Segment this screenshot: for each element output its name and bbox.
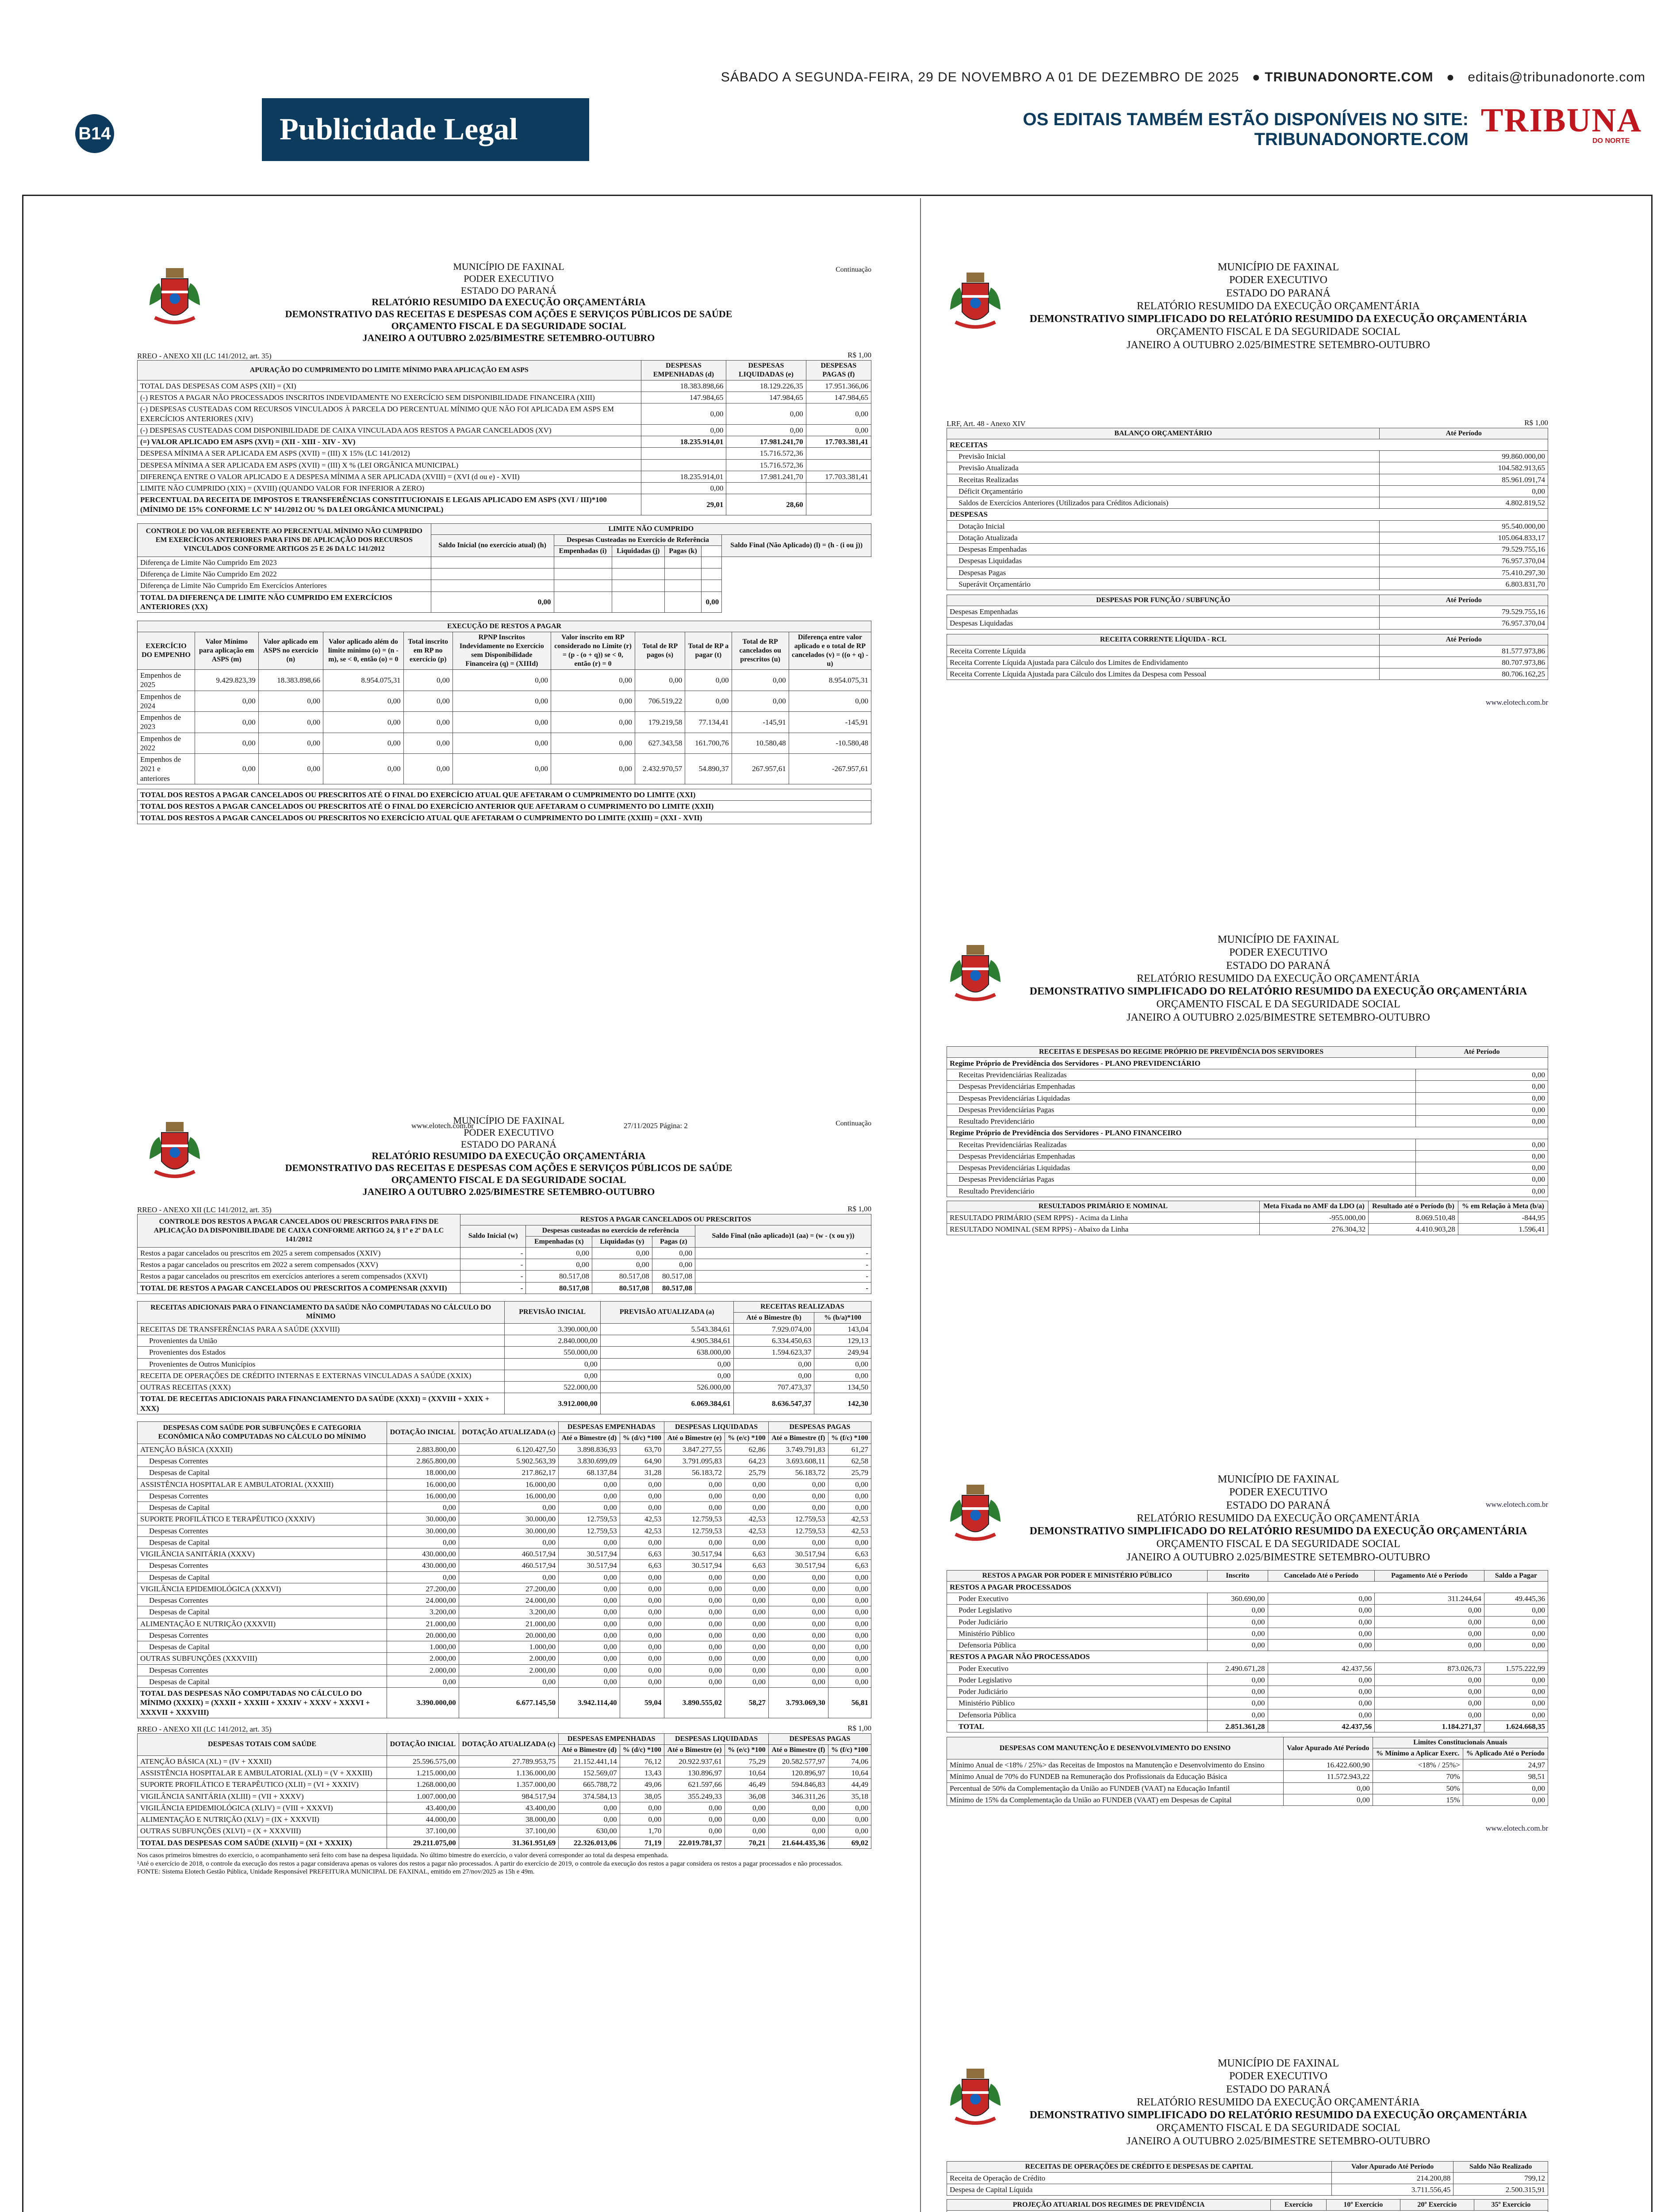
table-row: Despesas Correntes 2.000,00 2.000,00 0,00 0,00 0,00 0,00 0,00 0,00 bbox=[138, 1664, 871, 1676]
table-row: Percentual de 50% da Complementação da União ao FUNDEB (VAAT) na Educação Infantil 0,00 50% 0,00 bbox=[947, 1782, 1548, 1794]
rpps-table: RECEITAS E DESPESAS DO REGIME PRÓPRIO DE PREVIDÊNCIA DOS SERVIDORES Até Período Regime Próprio de Previdência dos Servidores - PLANO PREVIDENCIÁRIO Receitas Previdenciárias Realizadas 0,00 Despesas Previdenciárias Empenhadas 0,00 Despesas Previdenciárias Liquidadas 0,00 Despesas Previdenciárias Pagas 0,00 Resultado Previdenciário 0,00 Regime Próprio de Previdência dos Servidores - PLANO FINANCEIRO Receitas Previdenciárias Realizadas 0,00 Despesas Previdenciárias Empenhadas 0,00 Despesas Previdenciárias Liquidadas 0,00 Despesas Previdenciárias Pagas 0,00 Resultado Previdenciário 0,00 bbox=[947, 1046, 1548, 1197]
table-row: Empenhos de 2023 0,00 0,00 0,00 0,00 0,00 0,00 179.219,58 77.134,41 -145,91 -145,91 bbox=[138, 712, 871, 733]
table-row: DIFERENÇA ENTRE O VALOR APLICADO E A DESPESA MÍNIMA A SER APLICADA (XVIII) = (XVI (d ou e) - XVII) 18.235.914,01 17.981.241,70 17.703.381,41 bbox=[138, 471, 871, 482]
table-row: Despesas Correntes 2.865.800,00 5.902.563,39 3.830.699,09 64,90 3.791.095,83 64,23 3.693.608,11 62,58 bbox=[138, 1455, 871, 1467]
table-row: Defensoria Pública 0,00 0,00 0,00 0,00 bbox=[947, 1640, 1548, 1651]
table-row: Despesas Previdenciárias Pagas 0,00 bbox=[947, 1174, 1548, 1185]
table-row: Receitas Realizadas 85.961.091,74 bbox=[947, 474, 1548, 485]
report-header: MUNICÍPIO DE FAXINAL PODER EXECUTIVO ESTADO DO PARANÁ RELATÓRIO RESUMIDO DA EXECUÇÃO ORÇAMENTÁRIA DEMONSTRATIVO SIMPLIFICADO DO RELATÓRIO RESUMIDO DA EXECUÇÃO ORÇAMENTÁRIA ORÇAMENTO FISCAL E DA SEGURIDADE SOCIAL JANEIRO A OUTUBRO 2.025/BIMESTRE SETEMBRO-OUTUBRO bbox=[1029, 1474, 1527, 1563]
rreo-label: RREO - ANEXO XII (LC 141/2012, art. 35) bbox=[137, 351, 272, 360]
table-row: Despesas Previdenciárias Liquidadas 0,00 bbox=[947, 1162, 1548, 1174]
additional-revenue-table: RECEITAS ADICIONAIS PARA O FINANCIAMENTO DA SAÚDE NÃO COMPUTADAS NO CÁLCULO DO MÍNIMO PREVISÃO INICIAL PREVISÃO ATUALIZADA (a) RECEITAS REALIZADAS Até o Bimestre (b) % (b/a)*100 RECEITAS DE TRANSFERÊNCIAS PARA A SAÚDE (XXVIII) 3.390.000,00 5.543.384,61 7.929.074,00 143,04 Provenientes da União 2.840.000,00 4.905.384,61 6.334.450,63 129,13 Provenientes dos Estados 550.000,00 638.000,00 1.594.623,37 249,94 Provenientes de Outros Municípios 0,00 0,00 0,00 0,00 RECEITA DE OPERAÇÕES DE CRÉDITO INTERNAS E EXTERNAS VINCULADAS A SAÚDE (XXIX) 0,00 0,00 0,00 0,00 OUTRAS RECEITAS (XXX) 522.000,00 526.000,00 707.473,37 134,50 TOTAL DE RECEITAS ADICIONAIS PARA FINANCIAMENTO DA SAÚDE (XXXI) = (XXVIII + XXIX + XXX) 3.912.000,00 6.069.384,61 8.636.547,37 142,30 bbox=[137, 1301, 871, 1414]
table-row: Resultado Previdenciário 0,00 bbox=[947, 1116, 1548, 1127]
table-row: Empenhos de 2025 9.429.823,39 18.383.898,66 8.954.075,31 0,00 0,00 0,00 0,00 0,00 0,00 8.954.075,31 bbox=[138, 670, 871, 691]
currency-label: R$ 1,00 bbox=[848, 1204, 871, 1213]
simplified-report-1 bbox=[947, 261, 1548, 707]
table-row: OUTRAS SUBFUNÇÕES (XLVI) = (X + XXXVIII) 37.100,00 37.100,00 630,00 1,70 0,00 0,00 0,00 0,00 bbox=[138, 1825, 871, 1837]
table-row: SUPORTE PROFILÁTICO E TERAPÊUTICO (XXXIV) 30.000,00 30.000,00 12.759,53 42,53 12.759,53 42,53 12.759,53 42,53 bbox=[138, 1513, 871, 1525]
table-row: Saldos de Exercícios Anteriores (Utilizados para Créditos Adicionais) 4.802.819,52 bbox=[947, 497, 1548, 509]
site-link[interactable]: ● TRIBUNADONORTE.COM bbox=[1252, 70, 1434, 84]
saude-report-page-2 bbox=[137, 1115, 871, 1876]
table-row: ALIMENTAÇÃO E NUTRIÇÃO (XLV) = (IX + XXXVII) 44.000,00 38.000,00 0,00 0,00 0,00 0,00 0,00 0,00 bbox=[138, 1814, 871, 1825]
municipal-crest-icon bbox=[146, 265, 203, 332]
table-row: Provenientes de Outros Municípios 0,00 0,00 0,00 0,00 bbox=[138, 1358, 871, 1370]
municipal-crest-icon bbox=[146, 1119, 203, 1186]
total-health-expenses-table: DESPESAS TOTAIS COM SAÚDE DOTAÇÃO INICIAL DOTAÇÃO ATUALIZADA (c) DESPESAS EMPENHADAS DESPESAS LIQUIDADAS DESPESAS PAGAS Até o Bimestre (d) % (d/c) *100 Até o Bimestre (e) % (e/c) *100 Até o Bimestre (f) % (f/c) *100 ATENÇÃO BÁSICA (XL) = (IV + XXXII) 25.596.575,00 27.789.953,75 21.152.441,14 76,12 20.922.937,61 75,29 20.582.577,97 74,06 ASSISTÊNCIA HOSPITALAR E AMBULATORIAL (XLI) = (V + XXXIII) 1.215.000,00 1.136.000,00 152.569,07 13,43 130.896,97 10,64 120.896,97 10,64 SUPORTE PROFILÁTICO E TERAPÊUTICO (XLII) = (VI + XXXIV) 1.268.000,00 1.357.000,00 665.788,72 49,06 621.597,66 46,49 594.846,83 44,49 VIGILÂNCIA SANITÁRIA (XLIII) = (VII + XXXV) 1.007.000,00 984.517,94 374.584,13 38,05 355.249,33 36,08 346.311,26 35,18 VIGILÂNCIA EPIDEMIOLÓGICA (XLIV) = (VIII + XXXVI) 43.400,00 43.400,00 0,00 0,00 0,00 0,00 0,00 0,00 ALIMENTAÇÃO E NUTRIÇÃO (XLV) = (IX + XXXVII) 44.000,00 38.000,00 0,00 0,00 0,00 0,00 0,00 0,00 OUTRAS SUBFUNÇÕES (XLVI) = (X + XXXVIII) 37.100,00 37.100,00 630,00 1,70 0,00 0,00 0,00 0,00 TOTAL DAS DESPESAS COM SAÚDE (XLVII) = (XI + XXXIX) 29.211.075,00 31.361.951,69 22.326.013,06 71,19 22.019.781,37 70,21 21.644.435,36 69,02 bbox=[137, 1733, 871, 1849]
table-row: Despesas Correntes 24.000,00 24.000,00 0,00 0,00 0,00 0,00 0,00 0,00 bbox=[138, 1595, 871, 1606]
table-row: Despesas Previdenciárias Empenhadas 0,00 bbox=[947, 1081, 1548, 1092]
site-link[interactable]: www.elotech.com.br bbox=[1486, 1824, 1548, 1833]
currency-label: R$ 1,00 bbox=[848, 1724, 871, 1732]
table-row: RESULTADO PRIMÁRIO (SEM RPPS) - Acima da Linha -955.000,00 8.069.510,48 -844,95 bbox=[947, 1212, 1548, 1223]
table-row: Poder Judiciário 0,00 0,00 0,00 0,00 bbox=[947, 1686, 1548, 1697]
table-row: PERCENTUAL DA RECEITA DE IMPOSTOS E TRANSFERÊNCIAS CONSTITUCIONAIS E LEGAIS APLICADO EM ASPS (XVI / III)*100 (MÍNIMO DE 15% CONFORME LC Nº 141/2012 OU % DA LEI ORGÂNICA MUNICIPAL) 29,01 28,60 bbox=[138, 494, 871, 515]
table-row: VIGILÂNCIA EPIDEMIOLÓGICA (XLIV) = (VIII + XXXVI) 43.400,00 43.400,00 0,00 0,00 0,00 0,00 0,00 0,00 bbox=[138, 1802, 871, 1813]
table-row: Despesas Empenhadas 79.529.755,16 bbox=[947, 606, 1548, 618]
report-notes: Nos casos primeiros bimestres do exercício, o acompanhamento será feito com base na despesa liquidada. No último bimestre do exercício, o valor deverá corresponder ao total da despesa empenhada. ¹Até o exercício de 2018, o controle da execução dos restos a pagar considerava apenas os valores dos restos a pagar não processados. A partir do exercício de 2019, o controle da execução dos restos a pagar considera os restos a pagar processados e não processados. FONTE: Sistema Elotech Gestão Pública, Unidade Responsável PREFEITURA MUNICIPAL DE FAXINAL, emitido em 27/nov/2025 as 15h e 49m. bbox=[137, 1851, 843, 1876]
table-row: Despesas Liquidadas 76.957.370,04 bbox=[947, 618, 1548, 629]
table-row: OUTRAS SUBFUNÇÕES (XXXVIII) 2.000,00 2.000,00 0,00 0,00 0,00 0,00 0,00 0,00 bbox=[138, 1653, 871, 1664]
table-row: Mínimo Anual de 70% do FUNDEB na Remuneração dos Profissionais da Educação Básica 11.572.943,22 70% 98,51 bbox=[947, 1771, 1548, 1782]
site-link[interactable]: www.elotech.com.br bbox=[1486, 1500, 1548, 1509]
table-row: Empenhos de 2024 0,00 0,00 0,00 0,00 0,00 0,00 706.519,22 0,00 0,00 0,00 bbox=[138, 691, 871, 712]
site-link[interactable]: www.elotech.com.br bbox=[1486, 698, 1548, 707]
lrf-label: LRF, Art. 48 - Anexo XIV bbox=[947, 419, 1026, 428]
expenses-by-function-table: DESPESAS POR FUNÇÃO / SUBFUNÇÃO Até Período Despesas Empenhadas 79.529.755,16 Despesas Liquidadas 76.957.370,04 bbox=[947, 595, 1548, 630]
header-date-line bbox=[708, 70, 1645, 85]
table-row: (-) DESPESAS CUSTEADAS COM RECURSOS VINCULADOS À PARCELA DO PERCENTUAL MÍNIMO QUE NÃO FOI APLICADA EM ASPS EM EXERCÍCIOS ANTERIORES (XIV) 0,00 0,00 0,00 bbox=[138, 403, 871, 425]
non-computed-health-expenses-table: DESPESAS COM SAÚDE POR SUBFUNÇÕES E CATEGORIA ECONÔMICA NÃO COMPUTADAS NO CÁLCULO DO MÍNIMO DOTAÇÃO INICIAL DOTAÇÃO ATUALIZADA (c) DESPESAS EMPENHADAS DESPESAS LIQUIDADAS DESPESAS PAGAS Até o Bimestre (d) % (d/c) *100 Até o Bimestre (e) % (e/c) *100 Até o Bimestre (f) % (f/c) *100 ATENÇÃO BÁSICA (XXXII) 2.883.800,00 6.120.427,50 3.898.836,93 63,70 3.847.277,55 62,86 3.749.791,83 61,27 Despesas Correntes 2.865.800,00 5.902.563,39 3.830.699,09 64,90 3.791.095,83 64,23 3.693.608,11 62,58 Despesas de Capital 18.000,00 217.862,17 68.137,84 31,28 56.183,72 25,79 56.183,72 25,79 ASSISTÊNCIA HOSPITALAR E AMBULATORIAL (XXXIII) 16.000,00 16.000,00 0,00 0,00 0,00 0,00 0,00 0,00 Despesas Correntes 16.000,00 16.000,00 0,00 0,00 0,00 0,00 0,00 0,00 Despesas de Capital 0,00 0,00 0,00 0,00 0,00 0,00 0,00 0,00 SUPORTE PROFILÁTICO E TERAPÊUTICO (XXXIV) 30.000,00 30.000,00 12.759,53 42,53 12.759,53 42,53 12.759,53 42,53 Despesas Correntes 30.000,00 30.000,00 12.759,53 42,53 12.759,53 42,53 12.759,53 42,53 Despesas de Capital 0,00 0,00 0,00 0,00 0,00 0,00 0,00 0,00 VIGILÂNCIA SANITÁRIA (XXXV) 430.000,00 460.517,94 30.517,94 6,63 30.517,94 6,63 30.517,94 6,63 Despesas Correntes 430.000,00 460.517,94 30.517,94 6,63 30.517,94 6,63 30.517,94 6,63 Despesas de Capital 0,00 0,00 0,00 0,00 0,00 0,00 0,00 0,00 VIGILÂNCIA EPIDEMIOLÓGICA (XXXVI) 27.200,00 27.200,00 0,00 0,00 0,00 0,00 0,00 0,00 Despesas Correntes 24.000,00 24.000,00 0,00 0,00 0,00 0,00 0,00 0,00 Despesas de Capital 3.200,00 3.200,00 0,00 0,00 0,00 0,00 0,00 0,00 ALIMENTAÇÃO E NUTRIÇÃO (XXXVII) 21.000,00 21.000,00 0,00 0,00 0,00 0,00 0,00 0,00 Despesas Correntes 20.000,00 20.000,00 0,00 0,00 0,00 0,00 0,00 0,00 Despesas de Capital 1.000,00 1.000,00 0,00 0,00 0,00 0,00 0,00 0,00 OUTRAS SUBFUNÇÕES (XXXVIII) 2.000,00 2.000,00 0,00 0,00 0,00 0,00 0,00 0,00 Despesas Correntes 2.000,00 2.000,00 0,00 0,00 0,00 0,00 0,00 0,00 Despesas de Capital 0,00 0,00 0,00 0,00 0,00 0,00 0,00 0,00 TOTAL DAS DESPESAS NÃO COMPUTADAS NO CÁLCULO DO MÍNIMO (XXXIX) = (XXXII + XXXIII + XXXIV + XXXV + XXXVI + XXXVII + XXXVIII) 3.390.000,00 6.677.145,50 3.942.114,40 59,04 3.890.555,02 58,27 3.793.069,30 56,81 bbox=[137, 1421, 871, 1718]
table-row: Dotação Inicial 95.540.000,00 bbox=[947, 520, 1548, 532]
newspaper-logo: TRIBUNA bbox=[1480, 102, 1642, 139]
table-row: Receitas Previdenciárias Realizadas 0,00 bbox=[947, 1139, 1548, 1150]
table-row: TOTAL DOS RESTOS A PAGAR CANCELADOS OU PRESCRITOS ATÉ O FINAL DO EXERCÍCIO ANTERIOR QUE AFETARAM O CUMPRIMENTO DO LIMITE (XXII) bbox=[138, 801, 871, 812]
report-header: MUNICÍPIO DE FAXINAL PODER EXECUTIVO ESTADO DO PARANÁ RELATÓRIO RESUMIDO DA EXECUÇÃO ORÇAMENTÁRIA DEMONSTRATIVO DAS RECEITAS E DESPESAS COM AÇÕES E SERVIÇOS PÚBLICOS DE SAÚDE ORÇAMENTO FISCAL E DA SEGURIDADE SOCIAL JANEIRO A OUTUBRO 2.025/BIMESTRE SETEMBRO-OUTUBRO bbox=[285, 261, 732, 343]
table-row: Ministério Público 0,00 0,00 0,00 0,00 bbox=[947, 1628, 1548, 1639]
table-row: ASSISTÊNCIA HOSPITALAR E AMBULATORIAL (XLI) = (V + XXXIII) 1.215.000,00 1.136.000,00 152.569,07 13,43 130.896,97 10,64 120.896,97 10,64 bbox=[138, 1767, 871, 1779]
currency-label: R$ 1,00 bbox=[1524, 418, 1548, 427]
table-row: TOTAL DE RESTOS A PAGAR CANCELADOS OU PRESCRITOS A COMPENSAR (XXVII) - 80.517,08 80.517,08 80.517,08 - bbox=[138, 1282, 871, 1294]
report-header: MUNICÍPIO DE FAXINAL PODER EXECUTIVO ESTADO DO PARANÁ RELATÓRIO RESUMIDO DA EXECUÇÃO ORÇAMENTÁRIA DEMONSTRATIVO SIMPLIFICADO DO RELATÓRIO RESUMIDO DA EXECUÇÃO ORÇAMENTÁRIA ORÇAMENTO FISCAL E DA SEGURIDADE SOCIAL JANEIRO A OUTUBRO 2.025/BIMESTRE SETEMBRO-OUTUBRO bbox=[1029, 2058, 1527, 2147]
table-row: ASSISTÊNCIA HOSPITALAR E AMBULATORIAL (XXXIII) 16.000,00 16.000,00 0,00 0,00 0,00 0,00 0,00 0,00 bbox=[138, 1479, 871, 1490]
table-row: SUPORTE PROFILÁTICO E TERAPÊUTICO (XLII) = (VI + XXXIV) 1.268.000,00 1.357.000,00 665.788,72 49,06 621.597,66 46,49 594.846,83 44,49 bbox=[138, 1779, 871, 1790]
table-row: Receita Corrente Líquida Ajustada para Cálculo dos Limites de Endividamento 80.707.973,86 bbox=[947, 657, 1548, 668]
table-row: Receita Corrente Líquida 81.577.973,86 bbox=[947, 645, 1548, 657]
section-title: Publicidade Legal bbox=[262, 98, 589, 161]
table-row: RECEITAS DE TRANSFERÊNCIAS PARA A SAÚDE (XXVIII) 3.390.000,00 5.543.384,61 7.929.074,00 143,04 bbox=[138, 1323, 871, 1335]
table-row: VIGILÂNCIA EPIDEMIOLÓGICA (XXXVI) 27.200,00 27.200,00 0,00 0,00 0,00 0,00 0,00 0,00 bbox=[138, 1583, 871, 1594]
municipal-crest-icon bbox=[947, 1482, 1004, 1548]
table-row: ATENÇÃO BÁSICA (XXXII) 2.883.800,00 6.120.427,50 3.898.836,93 63,70 3.847.277,55 62,86 3.749.791,83 61,27 bbox=[138, 1444, 871, 1455]
table-row: Diferença de Limite Não Cumprido Em 2023 bbox=[138, 557, 871, 568]
table-row: TOTAL DAS DESPESAS COM ASPS (XII) = (XI) 18.383.898,66 18.129.226,35 17.951.366,06 bbox=[138, 380, 871, 392]
table-row: RECEITAS bbox=[947, 439, 1548, 450]
table-row: RESTOS A PAGAR NÃO PROCESSADOS bbox=[947, 1651, 1548, 1663]
table-row: Déficit Orçamentário 0,00 bbox=[947, 485, 1548, 497]
table-row: Receitas Previdenciárias Realizadas 0,00 bbox=[947, 1069, 1548, 1081]
table-row: VIGILÂNCIA SANITÁRIA (XLIII) = (VII + XXXV) 1.007.000,00 984.517,94 374.584,13 38,05 355.249,33 36,08 346.311,26 35,18 bbox=[138, 1790, 871, 1802]
table-row: Defensoria Pública 0,00 0,00 0,00 0,00 bbox=[947, 1709, 1548, 1720]
table-row: Despesas Correntes 16.000,00 16.000,00 0,00 0,00 0,00 0,00 0,00 0,00 bbox=[138, 1490, 871, 1502]
rcl-table: RECEITA CORRENTE LÍQUIDA - RCL Até Período Receita Corrente Líquida 81.577.973,86 Receita Corrente Líquida Ajustada para Cálculo dos Limites de Endividamento 80.707.973,86 Receita Corrente Líquida Ajustada para Cálculo dos Limites da Despesa com Pessoal 80.706.162,25 bbox=[947, 634, 1548, 680]
table-row: Despesas Previdenciárias Liquidadas 0,00 bbox=[947, 1092, 1548, 1104]
table-row: Despesas de Capital 0,00 0,00 0,00 0,00 0,00 0,00 0,00 0,00 bbox=[138, 1502, 871, 1513]
credit-operations-table: RECEITAS DE OPERAÇÕES DE CRÉDITO E DESPESAS DE CAPITAL Valor Apurado Até Período Saldo Não Realizado Receita de Operação de Crédito 214.200,88 799,12 Despesa de Capital Líquida 3.711.556,45 2.500.315,91 bbox=[947, 2161, 1548, 2196]
table-row: TOTAL DAS DESPESAS COM SAÚDE (XLVII) = (XI + XXXIX) 29.211.075,00 31.361.951,69 22.326.013,06 71,19 22.019.781,37 70,21 21.644.435,36 69,02 bbox=[138, 1837, 871, 1848]
table-row: Despesas Pagas 75.410.297,30 bbox=[947, 567, 1548, 578]
table-row: Despesas Correntes 30.000,00 30.000,00 12.759,53 42,53 12.759,53 42,53 12.759,53 42,53 bbox=[138, 1525, 871, 1536]
table-row: Despesas Empenhadas 79.529.755,16 bbox=[947, 544, 1548, 555]
table-row: TOTAL DOS RESTOS A PAGAR CANCELADOS OU PRESCRITOS NO EXERCÍCIO ATUAL QUE AFETARAM O CUMPRIMENTO DO LIMITE (XXIII) = (XXI - XVII) bbox=[138, 812, 871, 824]
table-row: VIGILÂNCIA SANITÁRIA (XXXV) 430.000,00 460.517,94 30.517,94 6,63 30.517,94 6,63 30.517,94 6,63 bbox=[138, 1548, 871, 1560]
table-row: Receita de Operação de Crédito 214.200,88 799,12 bbox=[947, 2172, 1548, 2184]
table-row: Poder Judiciário 0,00 0,00 0,00 0,00 bbox=[947, 1616, 1548, 1628]
restos-by-power-table: RESTOS A PAGAR POR PODER E MINISTÉRIO PÚBLICO Inscrito Cancelado Até o Período Pagamento Até o Período Saldo a Pagar RESTOS A PAGAR PROCESSADOS Poder Executivo 360.690,00 0,00 311.244,64 49.445,36 Poder Legislativo 0,00 0,00 0,00 0,00 Poder Judiciário 0,00 0,00 0,00 0,00 Ministério Público 0,00 0,00 0,00 0,00 Defensoria Pública 0,00 0,00 0,00 0,00 RESTOS A PAGAR NÃO PROCESSADOS Poder Executivo 2.490.671,28 42.437,56 873.026,73 1.575.222,99 Poder Legislativo 0,00 0,00 0,00 0,00 Poder Judiciário 0,00 0,00 0,00 0,00 Ministério Público 0,00 0,00 0,00 0,00 Defensoria Pública 0,00 0,00 0,00 0,00 TOTAL 2.851.361,28 42.437,56 1.184.271,37 1.624.668,35 bbox=[947, 1570, 1548, 1732]
table-row: Poder Legislativo 0,00 0,00 0,00 0,00 bbox=[947, 1674, 1548, 1686]
table-row: Despesas de Capital 0,00 0,00 0,00 0,00 0,00 0,00 0,00 0,00 bbox=[138, 1571, 871, 1583]
municipal-crest-icon bbox=[947, 270, 1004, 336]
table-row: Despesas Previdenciárias Pagas 0,00 bbox=[947, 1104, 1548, 1115]
table-row: Restos a pagar cancelados ou prescritos em 2025 a serem compensados (XXIV) - 0,00 0,00 0,00 - bbox=[138, 1247, 871, 1259]
table-row: (-) DESPESAS CUSTEADAS COM DISPONIBILIDADE DE CAIXA VINCULADA AOS RESTOS A PAGAR CANCELADOS (XV) 0,00 0,00 0,00 bbox=[138, 424, 871, 436]
table-row: LIMITE NÃO CUMPRIDO (XIX) = (XVIII) (QUANDO VALOR FOR INFERIOR A ZERO) 0,00 bbox=[138, 483, 871, 494]
table-row: DESPESAS bbox=[947, 509, 1548, 520]
table-row: Regime Próprio de Previdência dos Servidores - PLANO PREVIDENCIÁRIO bbox=[947, 1057, 1548, 1069]
table-row: Despesas Previdenciárias Empenhadas 0,00 bbox=[947, 1150, 1548, 1162]
table-row: Despesas Correntes 20.000,00 20.000,00 0,00 0,00 0,00 0,00 0,00 0,00 bbox=[138, 1629, 871, 1641]
table-row: Mínimo Anual de <18% / 25%> das Receitas de Impostos na Manutenção e Desenvolvimento do Ensino 16.422.600,90 <18% / 25%> 24,97 bbox=[947, 1759, 1548, 1771]
primary-nominal-results-table: RESULTADOS PRIMÁRIO E NOMINAL Meta Fixada no AMF da LDO (a) Resultado até o Período (b) % em Relação à Meta (b/a) RESULTADO PRIMÁRIO (SEM RPPS) - Acima da Linha -955.000,00 8.069.510,48 -844,95 RESULTADO NOMINAL (SEM RPPS) - Abaixo da Linha 276.304,32 4.410.903,28 1.596,41 bbox=[947, 1201, 1548, 1236]
table-row: RESULTADO NOMINAL (SEM RPPS) - Abaixo da Linha 276.304,32 4.410.903,28 1.596,41 bbox=[947, 1224, 1548, 1235]
report-header: MUNICÍPIO DE FAXINAL PODER EXECUTIVO ESTADO DO PARANÁ RELATÓRIO RESUMIDO DA EXECUÇÃO ORÇAMENTÁRIA DEMONSTRATIVO SIMPLIFICADO DO RELATÓRIO RESUMIDO DA EXECUÇÃO ORÇAMENTÁRIA ORÇAMENTO FISCAL E DA SEGURIDADE SOCIAL JANEIRO A OUTUBRO 2.025/BIMESTRE SETEMBRO-OUTUBRO bbox=[1029, 261, 1527, 351]
table-row: Poder Executivo 360.690,00 0,00 311.244,64 49.445,36 bbox=[947, 1593, 1548, 1605]
table-row: TOTAL DOS RESTOS A PAGAR CANCELADOS OU PRESCRITOS ATÉ O FINAL DO EXERCÍCIO ATUAL QUE AFETARAM O CUMPRIMENTO DO LIMITE (XXI) bbox=[138, 789, 871, 800]
table-row: DESPESA MÍNIMA A SER APLICADA EM ASPS (XVII) = (III) X 15% (LC 141/2012) 15.716.572,36 bbox=[138, 448, 871, 459]
table-row: Despesas de Capital 0,00 0,00 0,00 0,00 0,00 0,00 0,00 0,00 bbox=[138, 1536, 871, 1548]
municipal-crest-icon bbox=[947, 2066, 1004, 2132]
report-header: MUNICÍPIO DE FAXINAL PODER EXECUTIVO ESTADO DO PARANÁ RELATÓRIO RESUMIDO DA EXECUÇÃO ORÇAMENTÁRIA DEMONSTRATIVO SIMPLIFICADO DO RELATÓRIO RESUMIDO DA EXECUÇÃO ORÇAMENTÁRIA ORÇAMENTO FISCAL E DA SEGURIDADE SOCIAL JANEIRO A OUTUBRO 2.025/BIMESTRE SETEMBRO-OUTUBRO bbox=[1029, 934, 1527, 1023]
table-row: Despesa de Capital Líquida 3.711.556,45 2.500.315,91 bbox=[947, 2184, 1548, 2196]
table-row: TOTAL DE RECEITAS ADICIONAIS PARA FINANCIAMENTO DA SAÚDE (XXXI) = (XXVIII + XXIX + XXX) 3.912.000,00 6.069.384,61 8.636.547,37 142,30 bbox=[138, 1393, 871, 1414]
table-row: TOTAL DA DIFERENÇA DE LIMITE NÃO CUMPRIDO EM EXERCÍCIOS ANTERIORES (XX) 0,00 0,00 bbox=[138, 591, 871, 613]
table-row: Dotação Atualizada 105.064.833,17 bbox=[947, 532, 1548, 543]
table-row: RECEITA DE OPERAÇÕES DE CRÉDITO INTERNAS E EXTERNAS VINCULADAS A SAÚDE (XXIX) 0,00 0,00 0,00 0,00 bbox=[138, 1370, 871, 1381]
table-row: RESTOS A PAGAR PROCESSADOS bbox=[947, 1581, 1548, 1593]
rreo-label: RREO - ANEXO XII (LC 141/2012, art. 35) bbox=[137, 1205, 272, 1214]
table-row: (=) VALOR APLICADO EM ASPS (XVI) = (XII - XIII - XIV - XV) 18.235.914,01 17.981.241,70 17.703.381,41 bbox=[138, 436, 871, 448]
cancelled-restos-control-table: CONTROLE DOS RESTOS A PAGAR CANCELADOS OU PRESCRITOS PARA FINS DE APLICAÇÃO DA DISPONIBILIDADE DE CAIXA CONFORME ARTIGO 24, § 1º e 2º DA LC 141/2012 RESTOS A PAGAR CANCELADOS OU PRESCRITOS Saldo Inicial (w) Despesas custeadas no exercício de referência Saldo Final (não aplicado)1 (aa) = (w - (x ou y)) Empenhadas (x) Liquidadas (y) Pagas (z) Restos a pagar cancelados ou prescritos em 2025 a serem compensados (XXIV) - 0,00 0,00 0,00 - Restos a pagar cancelados ou prescritos em 2022 a serem compensados (XXV) - 0,00 0,00 0,00 - Restos a pagar cancelados ou prescritos em exercícios anteriores a serem compensados (XXVI) - 80.517,08 80.517,08 80.517,08 - TOTAL DE RESTOS A PAGAR CANCELADOS OU PRESCRITOS A COMPENSAR (XXVII) - 80.517,08 80.517,08 80.517,08 - bbox=[137, 1214, 871, 1294]
continuation-label: Continuação bbox=[836, 1120, 871, 1127]
table-row: Despesas de Capital 3.200,00 3.200,00 0,00 0,00 0,00 0,00 0,00 0,00 bbox=[138, 1606, 871, 1618]
municipal-crest-icon bbox=[947, 942, 1004, 1009]
email-link[interactable]: ● editais@tribunadonorte.com bbox=[1446, 70, 1645, 84]
report-header: MUNICÍPIO DE FAXINAL PODER EXECUTIVO ESTADO DO PARANÁ RELATÓRIO RESUMIDO DA EXECUÇÃO ORÇAMENTÁRIA DEMONSTRATIVO DAS RECEITAS E DESPESAS COM AÇÕES E SERVIÇOS PÚBLICOS DE SAÚDE ORÇAMENTO FISCAL E DA SEGURIDADE SOCIAL JANEIRO A OUTUBRO 2.025/BIMESTRE SETEMBRO-OUTUBRO bbox=[285, 1115, 732, 1197]
table-row: Restos a pagar cancelados ou prescritos em exercícios anteriores a serem compensados (XXVI) - 80.517,08 80.517,08 80.517,08 - bbox=[138, 1271, 871, 1282]
table-row: Diferença de Limite Não Cumprido Em Exercícios Anteriores bbox=[138, 580, 871, 591]
saude-report-page-1 bbox=[137, 261, 871, 824]
limit-control-table: CONTROLE DO VALOR REFERENTE AO PERCENTUAL MÍNIMO NÃO CUMPRIDO EM EXERCÍCIOS ANTERIORES PARA FINS DE APLICAÇÃO DOS RECURSOS VINCULADOS CONFORME ARTIGOS 25 E 26 DA LC 141/2012 LIMITE NÃO CUMPRIDO Saldo Inicial (no exercício atual) (h) Despesas Custeadas no Exercício de Referência Saldo Final (Não Aplicado) (l) = (h - (i ou j)) Empenhadas (i) Liquidadas (j) Pagas (k) Diferença de Limite Não Cumprido Em 2023 Diferença de Limite Não Cumprido Em 2022 Diferença de Limite Não Cumprido Em Exercícios Anteriores TOTAL DA DIFERENÇA DE LIMITE NÃO CUMPRIDO EM EXERCÍCIOS ANTERIORES (XX) 0,00 0,00 bbox=[137, 523, 871, 613]
table-row: Resultado Previdenciário 0,00 bbox=[947, 1185, 1548, 1197]
table-row: Restos a pagar cancelados ou prescritos em 2022 a serem compensados (XXV) - 0,00 0,00 0,00 - bbox=[138, 1259, 871, 1271]
continuation-label: Continuação bbox=[836, 266, 871, 273]
table-row: Previsão Atualizada 104.582.913,65 bbox=[947, 462, 1548, 474]
table-row: ATENÇÃO BÁSICA (XL) = (IV + XXXII) 25.596.575,00 27.789.953,75 21.152.441,14 76,12 20.922.937,61 75,29 20.582.577,97 74,06 bbox=[138, 1755, 871, 1767]
table-row: TOTAL 2.851.361,28 42.437,56 1.184.271,37 1.624.668,35 bbox=[947, 1720, 1548, 1732]
rreo-label: RREO - ANEXO XII (LC 141/2012, art. 35) bbox=[137, 1724, 272, 1733]
table-row: DESPESA MÍNIMA A SER APLICADA EM ASPS (XVII) = (III) X % (LEI ORGÂNICA MUNICIPAL) 15.716.572,36 bbox=[138, 459, 871, 471]
table-row: Provenientes da União 2.840.000,00 4.905.384,61 6.334.450,63 129,13 bbox=[138, 1335, 871, 1347]
table-row: Despesas de Capital 0,00 0,00 0,00 0,00 0,00 0,00 0,00 0,00 bbox=[138, 1676, 871, 1687]
table-row: ALIMENTAÇÃO E NUTRIÇÃO (XXXVII) 21.000,00 21.000,00 0,00 0,00 0,00 0,00 0,00 0,00 bbox=[138, 1618, 871, 1629]
table-row: (-) RESTOS A PAGAR NÃO PROCESSADOS INSCRITOS INDEVIDAMENTE NO EXERCÍCIO SEM DISPONIBILIDADE FINANCEIRA (XIII) 147.984,65 147.984,65 147.984,65 bbox=[138, 392, 871, 403]
table-row: Despesas Liquidadas 76.957.370,04 bbox=[947, 555, 1548, 567]
table-row: Ministério Público 0,00 0,00 0,00 0,00 bbox=[947, 1697, 1548, 1709]
actuarial-projection-table: PROJEÇÃO ATUARIAL DOS REGIMES DE PREVIDÊNCIA Exercício 10º Exercício 20º Exercício 35º Exercício bbox=[947, 2199, 1548, 2212]
table-row: Despesas de Capital 1.000,00 1.000,00 0,00 0,00 0,00 0,00 0,00 0,00 bbox=[138, 1641, 871, 1653]
table-row: Empenhos de 2022 0,00 0,00 0,00 0,00 0,00 0,00 627.343,58 161.700,76 10.580,48 -10.580,48 bbox=[138, 733, 871, 754]
simplified-report-2 bbox=[947, 933, 1548, 1235]
table-row: Superávit Orçamentário 6.803.831,70 bbox=[947, 578, 1548, 590]
site-ref[interactable]: www.elotech.com.br bbox=[411, 1121, 474, 1130]
table-row: TOTAL DAS DESPESAS NÃO COMPUTADAS NO CÁLCULO DO MÍNIMO (XXXIX) = (XXXII + XXXIII + XXXIV + XXXV + XXXVI + XXXVII + XXXVIII) 3.390.000,00 6.677.145,50 3.942.114,40 59,04 3.890.555,02 58,27 3.793.069,30 56,81 bbox=[138, 1688, 871, 1718]
restos-totals-table bbox=[137, 789, 871, 824]
table-row: Provenientes dos Estados 550.000,00 638.000,00 1.594.623,37 249,94 bbox=[138, 1347, 871, 1358]
table-row: OUTRAS RECEITAS (XXX) 522.000,00 526.000,00 707.473,37 134,50 bbox=[138, 1382, 871, 1393]
table-row: Regime Próprio de Previdência dos Servidores - PLANO FINANCEIRO bbox=[947, 1127, 1548, 1139]
page-number-badge: B14 bbox=[75, 114, 114, 153]
table-row: Poder Executivo 2.490.671,28 42.437,56 873.026,73 1.575.222,99 bbox=[947, 1663, 1548, 1674]
table-row: Despesas de Capital 18.000,00 217.862,17 68.137,84 31,28 56.183,72 25,79 56.183,72 25,79 bbox=[138, 1467, 871, 1479]
restos-a-pagar-execution-table: EXECUÇÃO DE RESTOS A PAGAR EXERCÍCIO DO EMPENHO Valor Mínimo para aplicação em ASPS (m) Valor aplicado em ASPS no exercício (n) Valor aplicado além do limite mínimo (o) = (n - m), se < 0, então (o) = 0 Total inscrito em RP no exercício (p) RPNP Inscritos Indevidamente no Exercício sem Disponibilidade Financeira (q) = (XIIId) Valor inscrito em RP considerado no Limite (r) = (p - (o + q)) se < 0, então (r) = 0 Total de RP pagos (s) Total de RP a pagar (t) Total de RP cancelados ou prescritos (u) Diferença entre valor aplicado e o total de RP cancelados (v) = ((o + q) - u) Empenhos de 2025 9.429.823,39 18.383.898,66 8.954.075,31 0,00 0,00 0,00 0,00 0,00 0,00 8.954.075,31 Empenhos de 2024 0,00 0,00 0,00 0,00 0,00 0,00 706.519,22 0,00 0,00 0,00 Empenhos de 2023 0,00 0,00 0,00 0,00 0,00 0,00 179.219,58 77.134,41 -145,91 -145,91 Empenhos de 2022 0,00 0,00 0,00 0,00 0,00 0,00 627.343,58 161.700,76 10.580,48 -10.580,48 Empenhos de 2021 e anteriores 0,00 0,00 0,00 0,00 0,00 0,00 2.432.970,57 54.890,37 267.957,61 -267.957,61 bbox=[137, 621, 871, 784]
table-row: Empenhos de 2021 e anteriores 0,00 0,00 0,00 0,00 0,00 0,00 2.432.970,57 54.890,37 267.957,61 -267.957,61 bbox=[138, 754, 871, 784]
budget-balance-table: BALANÇO ORÇAMENTÁRIO Até Período RECEITAS Previsão Inicial 99.860.000,00 Previsão Atualizada 104.582.913,65 Receitas Realizadas 85.961.091,74 Déficit Orçamentário 0,00 Saldos de Exercícios Anteriores (Utilizados para Créditos Adicionais) 4.802.819,52 DESPESAS Dotação Inicial 95.540.000,00 Dotação Atualizada 105.064.833,17 Despesas Empenhadas 79.529.755,16 Despesas Liquidadas 76.957.370,04 Despesas Pagas 75.410.297,30 Superávit Orçamentário 6.803.831,70 bbox=[947, 428, 1548, 590]
editais-note: OS EDITAIS TAMBÉM ESTÃO DISPONÍVEIS NO SITE: TRIBUNADONORTE.COM bbox=[1023, 110, 1469, 149]
table-row: Receita Corrente Líquida Ajustada para Cálculo dos Limites da Despesa com Pessoal 80.706.162,25 bbox=[947, 668, 1548, 680]
education-limits-table: DESPESAS COM MANUTENÇÃO E DESENVOLVIMENTO DO ENSINO Valor Apurado Até Período Limites Constitucionais Anuais % Mínimo a Aplicar Exerc. % Aplicado Até o Período Mínimo Anual de <18% / 25%> das Receitas de Impostos na Manutenção e Desenvolvimento do Ensino 16.422.600,90 <18% / 25%> 24,97 Mínimo Anual de 70% do FUNDEB na Remuneração dos Profissionais da Educação Básica 11.572.943,22 70% 98,51 Percentual de 50% da Complementação da União ao FUNDEB (VAAT) na Educação Infantil 0,00 50% 0,00 Mínimo de 15% da Complementação da União ao FUNDEB (VAAT) em Despesas de Capital 0,00 15% 0,00 bbox=[947, 1737, 1548, 1806]
column-divider bbox=[920, 198, 921, 2212]
newspaper-logo-sub: DO NORTE bbox=[1592, 137, 1630, 145]
table-row: Poder Legislativo 0,00 0,00 0,00 0,00 bbox=[947, 1605, 1548, 1616]
table-row: Diferença de Limite Não Cumprido Em 2022 bbox=[138, 568, 871, 580]
table-row: Despesas Correntes 430.000,00 460.517,94 30.517,94 6,63 30.517,94 6,63 30.517,94 6,63 bbox=[138, 1560, 871, 1571]
page-ref: 27/11/2025 Página: 2 bbox=[624, 1121, 688, 1130]
simplified-report-3 bbox=[947, 1473, 1548, 1833]
limit-compliance-table: APURAÇÃO DO CUMPRIMENTO DO LIMITE MÍNIMO PARA APLICAÇÃO EM ASPS DESPESAS EMPENHADAS (d) DESPESAS LIQUIDADAS (e) DESPESAS PAGAS (f) TOTAL DAS DESPESAS COM ASPS (XII) = (XI) 18.383.898,66 18.129.226,35 17.951.366,06 (-) RESTOS A PAGAR NÃO PROCESSADOS INSCRITOS INDEVIDAMENTE NO EXERCÍCIO SEM DISPONIBILIDADE FINANCEIRA (XIII) 147.984,65 147.984,65 147.984,65 (-) DESPESAS CUSTEADAS COM RECURSOS VINCULADOS À PARCELA DO PERCENTUAL MÍNIMO QUE NÃO FOI APLICADA EM ASPS EM EXERCÍCIOS ANTERIORES (XIV) 0,00 0,00 0,00 (-) DESPESAS CUSTEADAS COM DISPONIBILIDADE DE CAIXA VINCULADA AOS RESTOS A PAGAR CANCELADOS (XV) 0,00 0,00 0,00 (=) VALOR APLICADO EM ASPS (XVI) = (XII - XIII - XIV - XV) 18.235.914,01 17.981.241,70 17.703.381,41 DESPESA MÍNIMA A SER APLICADA EM ASPS (XVII) = (III) X 15% (LC 141/2012) 15.716.572,36 DESPESA MÍNIMA A SER APLICADA EM ASPS (XVII) = (III) X % (LEI ORGÂNICA MUNICIPAL) 15.716.572,36 DIFERENÇA ENTRE O VALOR APLICADO E A DESPESA MÍNIMA A SER APLICADA (XVIII) = (XVI (d ou e) - XVII) 18.235.914,01 17.981.241,70 17.703.381,41 LIMITE NÃO CUMPRIDO (XIX) = (XVIII) (QUANDO VALOR FOR INFERIOR A ZERO) 0,00 PERCENTUAL DA RECEITA DE IMPOSTOS E TRANSFERÊNCIAS CONSTITUCIONAIS E LEGAIS APLICADO EM ASPS (XVI / III)*100 (MÍNIMO DE 15% CONFORME LC Nº 141/2012 OU % DA LEI ORGÂNICA MUNICIPAL) 29,01 28,60 bbox=[137, 360, 871, 515]
edition-date: SÁBADO A SEGUNDA-FEIRA, 29 DE NOVEMBRO A 01 DE DEZEMBRO DE 2025 bbox=[721, 70, 1239, 84]
table-row: Previsão Inicial 99.860.000,00 bbox=[947, 451, 1548, 462]
simplified-report-4 bbox=[947, 2057, 1548, 2212]
table-row: Mínimo de 15% da Complementação da União ao FUNDEB (VAAT) em Despesas de Capital 0,00 15% 0,00 bbox=[947, 1794, 1548, 1805]
currency-label: R$ 1,00 bbox=[848, 350, 871, 359]
